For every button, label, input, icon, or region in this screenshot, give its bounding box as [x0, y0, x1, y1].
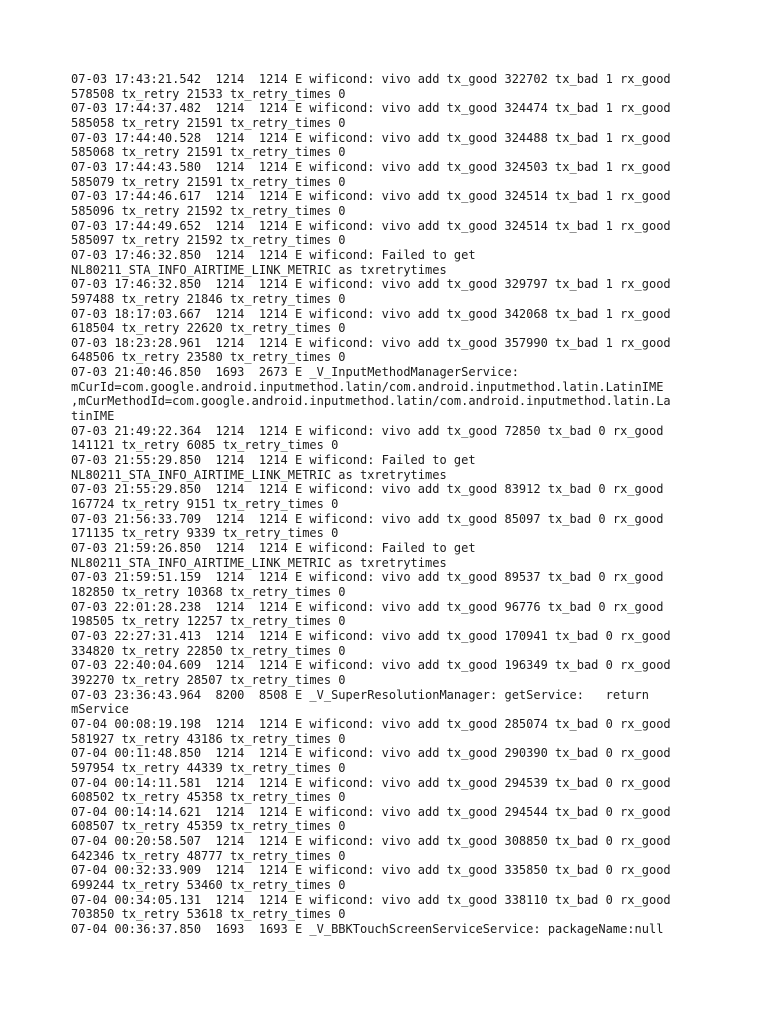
log-line: 578508 tx_retry 21533 tx_retry_times 0 — [71, 86, 346, 101]
log-line: 618504 tx_retry 22620 tx_retry_times 0 — [71, 321, 346, 336]
log-line: 581927 tx_retry 43186 tx_retry_times 0 — [71, 731, 346, 746]
log-line: 07-03 21:55:29.850 1214 1214 E wificond: vivo add tx_good 83912 tx_bad 0 rx_good — [71, 482, 664, 497]
log-line: 07-03 17:44:46.617 1214 1214 E wificond: vivo add tx_good 324514 tx_bad 1 rx_good — [71, 189, 671, 204]
log-line: 07-03 21:59:26.850 1214 1214 E wificond: Failed to get — [71, 541, 476, 555]
log-line: mService — [71, 702, 129, 717]
log-line: 07-03 21:49:22.364 1214 1214 E wificond: vivo add tx_good 72850 tx_bad 0 rx_good — [71, 423, 664, 438]
log-line: 07-03 17:43:21.542 1214 1214 E wificond: vivo add tx_good 322702 tx_bad 1 rx_good — [71, 72, 671, 86]
log-line: 07-03 21:55:29.850 1214 1214 E wificond: Failed to get — [71, 453, 476, 468]
log-line: NL80211_STA_INFO_AIRTIME_LINK_METRIC as txretrytimes — [71, 555, 447, 570]
log-line: 07-03 23:36:43.964 8200 8508 E _V_SuperResolutionManager: getService: return — [71, 687, 649, 702]
log-line: 07-03 21:40:46.850 1693 2673 E _V_InputMethodManagerService: — [71, 365, 519, 380]
log-line: 597954 tx_retry 44339 tx_retry_times 0 — [71, 760, 346, 775]
log-line: 07-03 17:44:43.580 1214 1214 E wificond: vivo add tx_good 324503 tx_bad 1 rx_good — [71, 159, 671, 174]
log-line: 171135 tx_retry 9339 tx_retry_times 0 — [71, 526, 339, 541]
log-line: 07-03 17:46:32.850 1214 1214 E wificond: Failed to get — [71, 247, 476, 262]
log-line: 07-03 21:59:51.159 1214 1214 E wificond: vivo add tx_good 89537 tx_bad 0 rx_good — [71, 570, 664, 585]
log-line: 07-03 17:44:40.528 1214 1214 E wificond: vivo add tx_good 324488 tx_bad 1 rx_good — [71, 130, 671, 145]
log-line: 642346 tx_retry 48777 tx_retry_times 0 — [71, 848, 346, 863]
log-body — [71, 72, 711, 937]
log-line: 07-04 00:08:19.198 1214 1214 E wificond: vivo add tx_good 285074 tx_bad 0 rx_good — [71, 716, 671, 731]
log-line: 699244 tx_retry 53460 tx_retry_times 0 — [71, 878, 346, 893]
log-line: 585058 tx_retry 21591 tx_retry_times 0 — [71, 115, 346, 130]
log-line: 167724 tx_retry 9151 tx_retry_times 0 — [71, 497, 339, 512]
log-line: NL80211_STA_INFO_AIRTIME_LINK_METRIC as txretrytimes — [71, 262, 447, 277]
log-line: mCurId=com.google.android.inputmethod.latin/com.android.inputmethod.latin.LatinIME — [71, 379, 664, 394]
log-line: 07-03 22:27:31.413 1214 1214 E wificond: vivo add tx_good 170941 tx_bad 0 rx_good — [71, 628, 671, 643]
log-line: 198505 tx_retry 12257 tx_retry_times 0 — [71, 614, 346, 629]
log-line: 07-03 21:56:33.709 1214 1214 E wificond: vivo add tx_good 85097 tx_bad 0 rx_good — [71, 511, 664, 526]
log-line: 597488 tx_retry 21846 tx_retry_times 0 — [71, 291, 346, 306]
log-document — [71, 72, 711, 937]
log-line: 703850 tx_retry 53618 tx_retry_times 0 — [71, 907, 346, 922]
log-line: 07-04 00:36:37.850 1693 1693 E _V_BBKTouchScreenServiceService: packageName:null — [71, 922, 664, 937]
log-line: 608507 tx_retry 45359 tx_retry_times 0 — [71, 819, 346, 834]
log-line: 648506 tx_retry 23580 tx_retry_times 0 — [71, 350, 346, 365]
log-line: 07-03 18:17:03.667 1214 1214 E wificond: vivo add tx_good 342068 tx_bad 1 rx_good — [71, 306, 671, 321]
log-line: 07-04 00:14:14.621 1214 1214 E wificond: vivo add tx_good 294544 tx_bad 0 rx_good — [71, 804, 671, 819]
log-line: 07-04 00:32:33.909 1214 1214 E wificond: vivo add tx_good 335850 tx_bad 0 rx_good — [71, 863, 671, 878]
log-line: tinIME — [71, 409, 115, 424]
log-line: 07-03 18:23:28.961 1214 1214 E wificond: vivo add tx_good 357990 tx_bad 1 rx_good — [71, 335, 671, 350]
log-line: ,mCurMethodId=com.google.android.inputmethod.latin/com.android.inputmethod.latin.La — [71, 394, 671, 409]
log-line: 392270 tx_retry 28507 tx_retry_times 0 — [71, 672, 346, 687]
log-line: 07-04 00:14:11.581 1214 1214 E wificond: vivo add tx_good 294539 tx_bad 0 rx_good — [71, 775, 671, 790]
log-line: 07-03 22:01:28.238 1214 1214 E wificond: vivo add tx_good 96776 tx_bad 0 rx_good — [71, 599, 664, 614]
log-line: 07-04 00:34:05.131 1214 1214 E wificond: vivo add tx_good 338110 tx_bad 0 rx_good — [71, 892, 671, 907]
log-line: 07-03 17:44:49.652 1214 1214 E wificond: vivo add tx_good 324514 tx_bad 1 rx_good — [71, 218, 671, 233]
log-line: 585096 tx_retry 21592 tx_retry_times 0 — [71, 203, 346, 218]
log-line: 585079 tx_retry 21591 tx_retry_times 0 — [71, 174, 346, 189]
log-line: 07-04 00:11:48.850 1214 1214 E wificond: vivo add tx_good 290390 tx_bad 0 rx_good — [71, 746, 671, 761]
log-line: 141121 tx_retry 6085 tx_retry_times 0 — [71, 438, 339, 453]
log-line: 07-04 00:20:58.507 1214 1214 E wificond: vivo add tx_good 308850 tx_bad 0 rx_good — [71, 834, 671, 849]
log-line: 07-03 17:46:32.850 1214 1214 E wificond: vivo add tx_good 329797 tx_bad 1 rx_good — [71, 277, 671, 292]
log-line: 608502 tx_retry 45358 tx_retry_times 0 — [71, 790, 346, 805]
log-line: 334820 tx_retry 22850 tx_retry_times 0 — [71, 643, 346, 658]
log-line: 07-03 22:40:04.609 1214 1214 E wificond: vivo add tx_good 196349 tx_bad 0 rx_good — [71, 658, 671, 673]
log-line: 182850 tx_retry 10368 tx_retry_times 0 — [71, 584, 346, 599]
log-line: 585097 tx_retry 21592 tx_retry_times 0 — [71, 233, 346, 248]
log-line: 07-03 17:44:37.482 1214 1214 E wificond: vivo add tx_good 324474 tx_bad 1 rx_good — [71, 101, 671, 116]
log-line: NL80211_STA_INFO_AIRTIME_LINK_METRIC as txretrytimes — [71, 467, 447, 482]
log-line: 585068 tx_retry 21591 tx_retry_times 0 — [71, 145, 346, 160]
